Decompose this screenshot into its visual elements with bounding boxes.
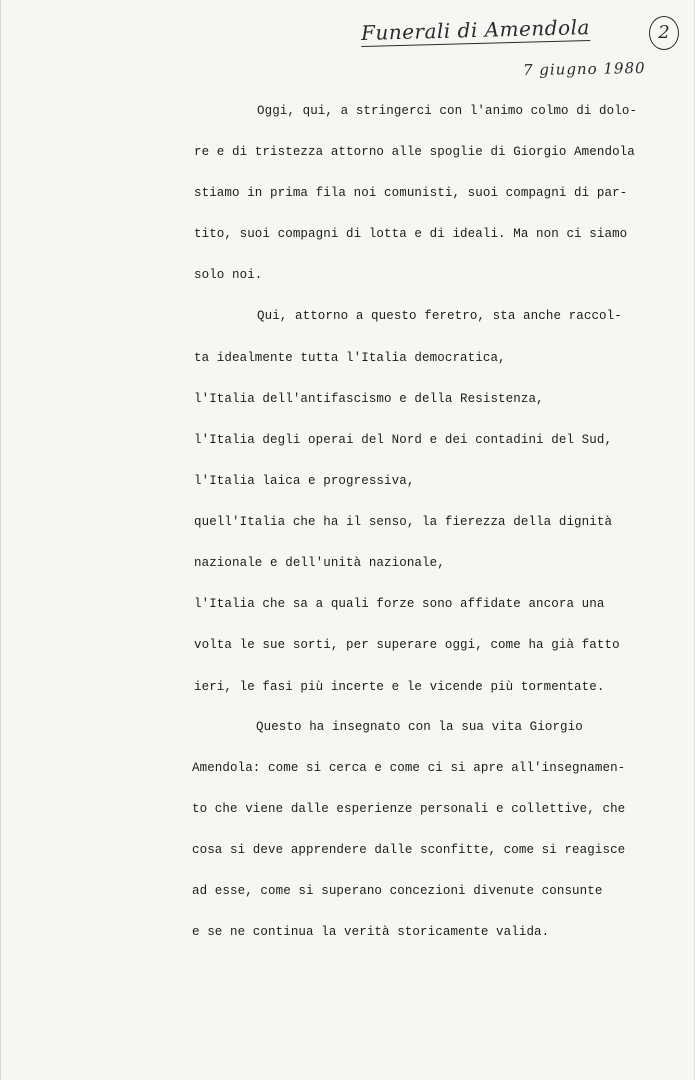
text-line: tito, suoi compagni di lotta e di ideali. Ma non ci siamo <box>194 227 628 241</box>
text-line: ad esse, come si superano concezioni divenute consunte <box>192 884 603 898</box>
text-line: nazionale e dell'unità nazionale, <box>194 556 445 570</box>
text-line: Questo ha insegnato con la sua vita Giorgio <box>256 720 583 734</box>
text-line: Oggi, qui, a stringerci con l'animo colmo di dolo- <box>257 104 638 118</box>
text-line: Amendola: come si cerca e come ci si apre all'insegnamen- <box>192 761 626 775</box>
text-line: Qui, attorno a questo feretro, sta anche raccol- <box>257 309 622 323</box>
text-line: ta idealmente tutta l'Italia democratica, <box>194 351 506 365</box>
text-line: solo noi. <box>194 268 263 282</box>
text-line: stiamo in prima fila noi comunisti, suoi compagni di par- <box>194 186 628 200</box>
page-number: 2 <box>649 16 679 50</box>
text-line: l'Italia dell'antifascismo e della Resistenza, <box>194 392 544 406</box>
text-line: ieri, le fasi più incerte e le vicende più tormentate. <box>194 680 605 694</box>
text-line: e se ne continua la verità storicamente valida. <box>192 925 550 939</box>
text-line: l'Italia degli operai del Nord e dei contadini del Sud, <box>194 433 613 447</box>
text-line: to che viene dalle esperienze personali e collettive, che <box>192 802 626 816</box>
handwritten-title: Funerali di Amendola <box>360 15 591 45</box>
text-line: l'Italia che sa a quali forze sono affidate ancora una <box>194 597 605 611</box>
handwritten-date: 7 giugno 1980 <box>522 58 646 80</box>
text-line: cosa si deve apprendere dalle sconfitte, come si reagisce <box>192 843 626 857</box>
text-line: l'Italia laica e progressiva, <box>194 474 415 488</box>
text-line: re e di tristezza attorno alle spoglie di Giorgio Amendola <box>194 145 635 159</box>
text-line: quell'Italia che ha il senso, la fierezza della dignità <box>194 515 613 529</box>
text-line: volta le sue sorti, per superare oggi, come ha già fatto <box>194 638 620 652</box>
